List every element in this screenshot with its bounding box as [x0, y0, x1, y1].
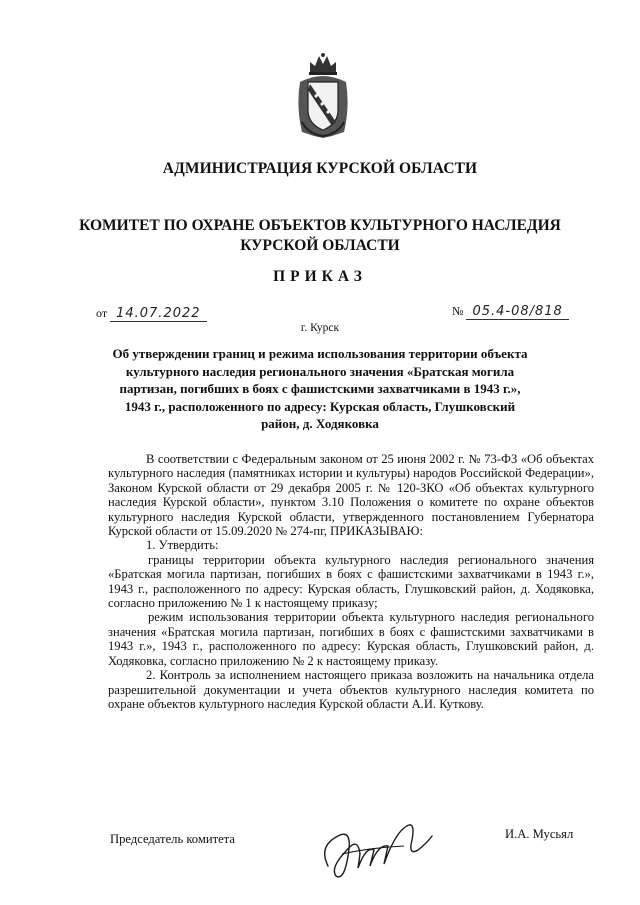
body-paragraph-approve: 1. Утвердить: [146, 538, 219, 553]
city: г. Курск [300, 322, 340, 334]
administration-title: АДМИНИСТРАЦИЯ КУРСКОЙ ОБЛАСТИ [162, 160, 478, 177]
body-paragraph-control: 2. Контроль за исполнением настоящего приказа возложить на начальника отдела разрешительной документации и учета объектов культурного наследия комитета по охране объектов культурного наследия Курской области А.И. Куткову. [108, 668, 594, 711]
document-type: ПРИКАЗ [273, 268, 367, 285]
committee-title-line2: КУРСКОЙ ОБЛАСТИ [240, 237, 400, 254]
body-paragraph-regime: режим использования территории объекта культурного наследия регионального значения «Братская могила партизан, погибших в боях с фашистскими захватчиками в 1943 г.», 1943 г., расположенного по адресу: Курская область, Глушковский район, д. Ходяковка, согласно приложению № 2 к настоящему приказу. [108, 610, 594, 668]
date-prefix: от [96, 306, 108, 320]
number-handwritten: 05.4-08/818 [466, 304, 568, 320]
coat-of-arms-emblem [294, 52, 352, 138]
committee-title-line1: КОМИТЕТ ПО ОХРАНЕ ОБЪЕКТОВ КУЛЬТУРНОГО НАСЛЕДИЯ [79, 217, 561, 234]
committee-title [0, 216, 640, 256]
body-text [108, 452, 594, 711]
signatory-position: Председатель комитета [110, 832, 235, 846]
body-paragraph-basis: В соответствии с Федеральным законом от 25 июня 2002 г. № 73-ФЗ «Об объектах культурного наследия (памятниках истории и культуры) народов Российской Федерации», Законом Курской области от 29 декабря 2005 г. № 120-ЗКО «Об объектах культурного наследия Курской области», пунктом 3.10 Положения о комитете по охране объектов культурного наследия Курской области, утвержденного постановлением Губернатора Курской области от 15.09.2020 № 274-пг, ПРИКАЗЫВАЮ: [108, 452, 594, 539]
number-prefix: № [452, 304, 464, 318]
body-paragraph-boundaries: границы территории объекта культурного наследия регионального значения «Братская могила партизан, погибших в боях с фашистскими захватчиками в 1943 г.», 1943 г., расположенного по адресу: Курская область, Глушковский район, д. Ходяковка, согласно приложению № 1 к настоящему приказу; [108, 552, 594, 611]
subject-heading: Об утверждении границ и режима использования территории объекта культурного наследия регионального значения «Братская могила партизан, погибших в боях с фашистскими захватчиками в 1943 г.», 1943 г., расположенного по адресу: Курская область, Глушковский район, д. Ходяковка [112, 346, 528, 432]
date-line [96, 306, 207, 321]
signatory-name: И.А. Мусьял [505, 827, 574, 841]
handwritten-signature [308, 806, 438, 886]
date-handwritten: 14.07.2022 [110, 306, 206, 322]
number-line [452, 304, 569, 319]
